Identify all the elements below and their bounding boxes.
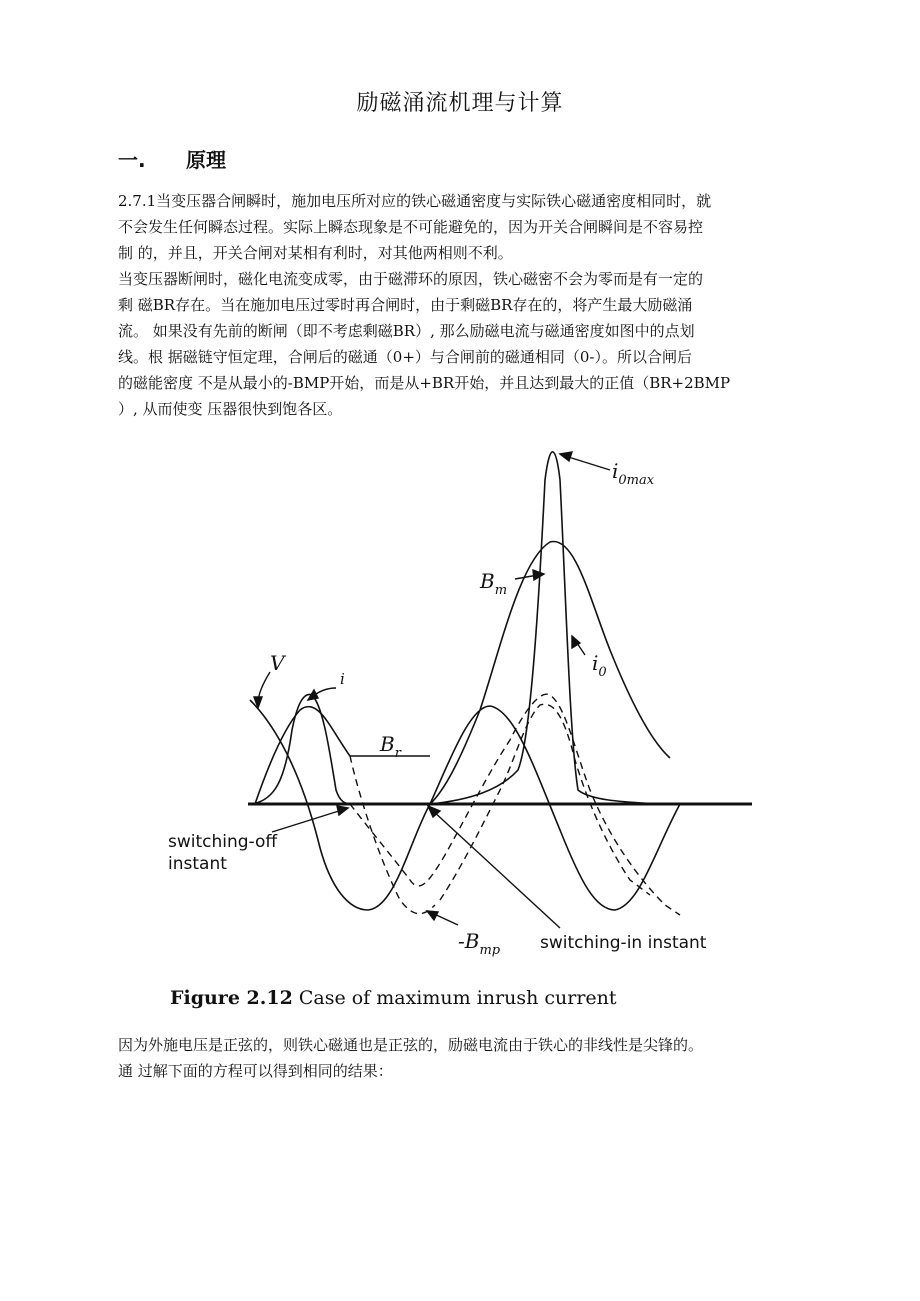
text-line: 流。 如果没有先前的断闸（即不考虑剩磁BR）, 那么励磁电流与磁通密度如图中的点划: [118, 322, 695, 340]
figure-caption-number: Figure 2.12: [170, 987, 293, 1009]
text-line: 通 过解下面的方程可以得到相同的结果：: [118, 1062, 393, 1080]
section-number: 一.: [118, 148, 146, 172]
text-line: ）, 从而使变 压器很快到饱各区。: [118, 400, 343, 418]
label-arrows: [254, 452, 610, 928]
paragraph-explanation: [118, 1032, 803, 1084]
text-line: 的磁能密度 不是从最小的-BMP开始，而是从+BR开始，并且达到最大的正值（BR+2BMP: [118, 374, 731, 392]
label-bmp: $-B_{mp}$: [458, 929, 501, 958]
dashed-flux-curve-1: [350, 756, 435, 914]
label-v: V: [270, 651, 285, 675]
label-switching-off: switching-off: [168, 832, 278, 852]
text-line: 当变压器断闸时，磁化电流变成零，由于磁滞环的原因，铁心磁密不会为零而是有一定的: [118, 270, 704, 288]
dashed-flux-curve-3: [440, 704, 650, 900]
figure-caption-text: Case of maximum inrush current: [292, 987, 617, 1009]
label-bm: $B_m$: [480, 569, 508, 598]
label-switching-off-instant: instant: [168, 854, 227, 874]
label-i: i: [340, 670, 345, 688]
label-switching-in: switching-in instant: [540, 933, 707, 953]
text-line: 因为外施电压是正弦的，则铁心磁通也是正弦的，励磁电流由于铁心的非线性是尖锋的。: [118, 1036, 704, 1054]
section-heading: [118, 144, 226, 173]
text-line: 剩 磁BR存在。当在施加电压过零时再合闸时，由于剩磁BR存在的，将产生最大励磁涌: [118, 296, 693, 314]
paragraph-principle: [118, 188, 803, 422]
flux-bm-curve: [430, 541, 670, 804]
text-line: 不会发生任何瞬态过程。实际上瞬态现象是不可能避免的，因为开关合闸瞬间是不容易控: [118, 218, 704, 236]
text-line: 2.7.1当变压器合闸瞬时，施加电压所对应的铁心磁通密度与实际铁心磁通密度相同时，就: [118, 192, 712, 210]
label-br: $B_r$: [380, 732, 401, 761]
inrush-current-figure: [160, 440, 780, 970]
label-i0: $i_0$: [592, 651, 607, 680]
text-line: 线。根 据磁链守恒定理，合闸后的磁通（0+）与合闸前的磁通相同（0-）。所以合闸后: [118, 348, 692, 366]
figure-caption: [170, 987, 617, 1009]
page-title: 励磁涌流机理与计算: [356, 91, 564, 116]
label-i0max: $i_{0max}$: [612, 459, 655, 488]
flux-curve-pre-off: [255, 707, 430, 804]
section-title: 原理: [186, 148, 226, 172]
inrush-current-spike: [430, 452, 660, 804]
text-line: 制 的，并且，开关合闸对某相有利时，对其他两相则不利。: [118, 244, 513, 262]
